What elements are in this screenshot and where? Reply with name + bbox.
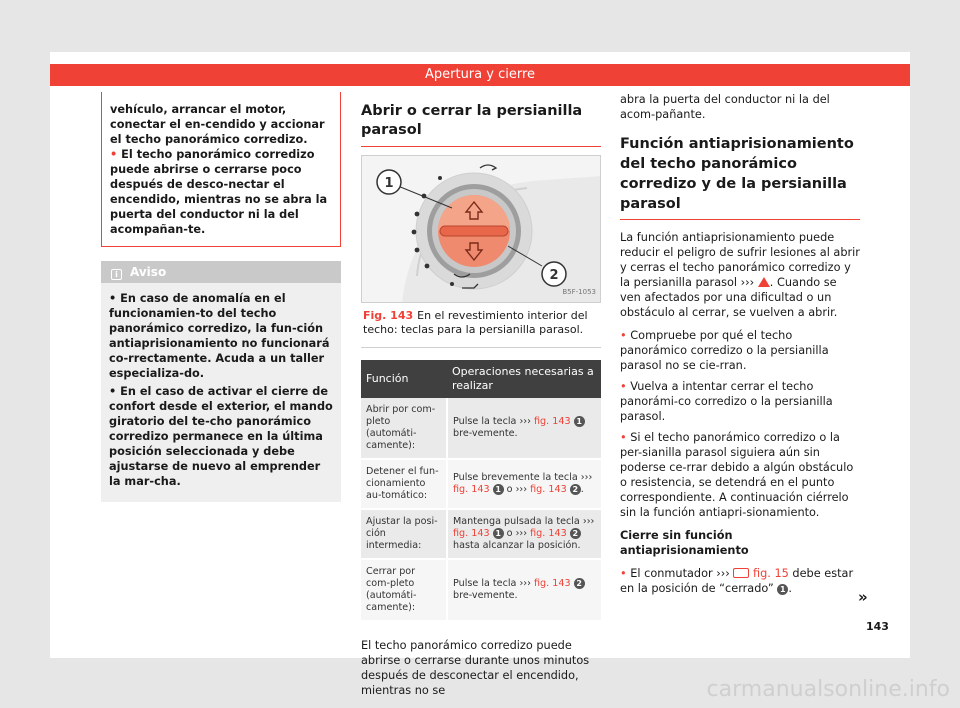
body-text: El techo panorámico corredizo puede abrirse o cerrarse durante unos minutos después de desconectar el encendido, mientras no se [361, 639, 590, 697]
notice-box [101, 261, 341, 502]
page-number: 143 [866, 620, 889, 633]
table-row: Detener el fun-cionamiento au-tomático: Pulse brevemente la tecla ››› fig. 143 1 o ››› fig. 143 2 . [361, 459, 601, 509]
section-title-sunshade: Abrir o cerrar la persianilla parasol [361, 102, 601, 147]
callout-number: 2 [570, 528, 581, 539]
list-item: • Vuelva a intentar cerrar el techo panorámi-co corredizo o la persianilla parasol. [620, 380, 833, 423]
notice-item: • En el caso de activar el cierre de confort desde el exterior, el mando giratorio del te-cho panorámico corredizo permanece en la última posición seleccionada y debe ajustarse de nuevo al emprender la mar-cha. [109, 385, 333, 488]
warning-text: vehículo, arrancar el motor, conectar el en-cendido y accionar el techo panorámico corredizo. [110, 103, 325, 146]
subheading: Cierre sin función antiaprisionamiento [620, 529, 749, 557]
warning-box [101, 92, 341, 247]
figure-link[interactable]: fig. 15 [753, 567, 789, 580]
notice-header [101, 261, 341, 283]
callout-number: 2 [574, 578, 585, 589]
switch-icon [733, 568, 749, 578]
chapter-header [50, 64, 910, 86]
callout-number: 1 [493, 484, 504, 495]
table-header-operations: Operaciones necesarias a realizar [447, 360, 601, 398]
figure-label-2: 2 [549, 268, 559, 283]
figure-caption [361, 303, 601, 348]
caption-text: En el revestimiento interior del techo: teclas para la persianilla parasol. [363, 309, 588, 336]
continue-arrow-icon: » [858, 588, 868, 606]
notice-item: • En caso de anomalía en el funcionamien-to del techo panorámico corredizo, la fun-ción antiaprisionamiento no funcionará co-rrectamente. Acuda a un taller especializa-do. [109, 292, 330, 380]
table-row: Abrir por com-pleto (automáti-camente): Pulse la tecla ››› fig. 143 1 bre-vemente. [361, 398, 601, 459]
list-item: • El conmutador ››› fig. 15 debe estar en la posición de “cerrado” 1 . [620, 567, 854, 595]
column-right [620, 92, 860, 604]
body-text: abra la puerta del conductor ni la del acom-pañante. [620, 93, 830, 121]
list-item: • Compruebe por qué el techo panorámico corredizo o la persianilla parasol no se cie-rran. [620, 329, 829, 372]
section-title-anti-trap: Función antiaprisionamiento del techo panorámico corredizo y de la persianilla parasol [620, 134, 860, 220]
callout-number: 1 [493, 528, 504, 539]
notice-body [101, 283, 341, 489]
column-middle [361, 92, 601, 698]
warning-text-2: El techo panorámico corredizo puede abrirse o cerrarse poco después de desco-nectar el encendido, mientras no se abra la puerta del conductor ni la del acompañan-te. [110, 148, 328, 236]
figure-143 [361, 155, 601, 303]
body-text: La función antiaprisionamiento puede reducir el peligro de sufrir lesiones al abrir y cerras el techo panorámico corredizo y la persianilla parasol ››› . Cuando se ven afectados por una dificultad o un obstáculo al cerrar, se vuelven a abrir. [620, 231, 860, 319]
table-header-function: Función [361, 360, 447, 398]
callout-number: 2 [570, 484, 581, 495]
caption-figure-ref: Fig. 143 [363, 309, 414, 322]
notice-title: Aviso [130, 265, 167, 279]
list-item: • Si el techo panorámico corredizo o la per-sianilla parasol siguiera aún sin poderse ce-rrar debido a algún obstáculo o resistencia, se detendrá en el punto correspondiente. A continuación ciérrelo sin la función antiapri-sionamiento. [620, 431, 854, 519]
figure-link[interactable]: fig. 143 [534, 578, 571, 589]
table-row: Ajustar la posi-ción intermedia: Mantenga pulsada la tecla ››› fig. 143 1 o ››› fig. 143 2 hasta alcanzar la posición. [361, 509, 601, 559]
bullet-icon: • [110, 148, 118, 161]
warning-triangle-icon[interactable] [758, 277, 770, 287]
callout-number: 1 [777, 584, 788, 595]
figure-link[interactable]: fig. 143 [530, 484, 567, 495]
figure-code: B5F-1053 [562, 288, 596, 296]
watermark: carmanualsonline.info [706, 677, 950, 702]
figure-label-1: 1 [384, 176, 394, 191]
operations-table [361, 360, 601, 622]
figure-link[interactable]: fig. 143 [453, 484, 490, 495]
chapter-title: Apertura y cierre [424, 67, 536, 82]
figure-link[interactable]: fig. 143 [534, 416, 571, 427]
figure-link[interactable]: fig. 143 [530, 528, 567, 539]
table-row: Cerrar por com-pleto (automáti-camente): Pulse la tecla ››› fig. 143 2 bre-vemente. [361, 559, 601, 621]
figure-link[interactable]: fig. 143 [453, 528, 490, 539]
column-left [101, 92, 341, 502]
info-icon: i [111, 269, 122, 280]
callout-number: 1 [574, 416, 585, 427]
sunshade-switch-illustration [362, 156, 601, 303]
